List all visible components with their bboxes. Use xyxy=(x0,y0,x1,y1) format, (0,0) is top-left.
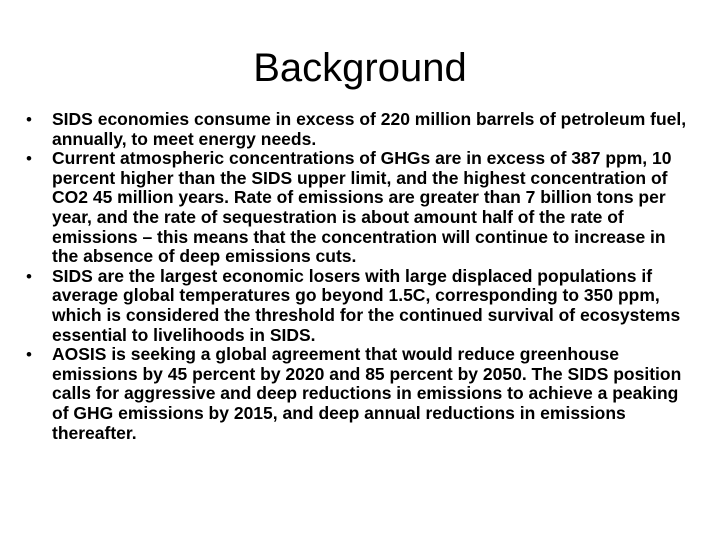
bullet-text: SIDS economies consume in excess of 220 million barrels of petroleum fuel, annually, to meet energy needs. xyxy=(52,109,687,149)
bullet-list xyxy=(26,110,692,443)
bullet-text: Current atmospheric concentrations of GHGs are in excess of 387 ppm, 10 percent higher than the SIDS upper limit, and the highest concentration of CO2 45 million years. Rate of emissions are greater than 7 billion tons per year, and the rate of sequestration is about amount half of the rate of emissions – this means that the concentration will continue to increase in the absence of deep emissions cuts. xyxy=(52,148,672,267)
bullet-icon: • xyxy=(26,266,32,286)
bullet-text: AOSIS is seeking a global agreement that would reduce greenhouse emissions by 45 percent by 2020 and 85 percent by 2050. The SIDS position calls for aggressive and deep reductions in emissions to achieve a peaking of GHG emissions by 2015, and deep annual reductions in emissions thereafter. xyxy=(52,344,682,443)
bullet-item-petroleum-consumption xyxy=(26,110,692,149)
slide-title: Background xyxy=(253,46,467,90)
bullet-icon: • xyxy=(26,345,32,365)
bullet-text: SIDS are the largest economic losers with large displaced populations if average global temperatures go beyond 1.5C, corresponding to 350 ppm, which is considered the threshold for the continued survival of ecosystems essential to livelihoods in SIDS. xyxy=(52,265,681,345)
bullet-item-economic-losers xyxy=(26,267,692,345)
bullet-icon: • xyxy=(26,149,32,169)
bullet-item-ghg-concentrations xyxy=(26,149,692,267)
bullet-icon: • xyxy=(26,110,32,129)
bullet-item-aosis-agreement xyxy=(26,345,692,443)
